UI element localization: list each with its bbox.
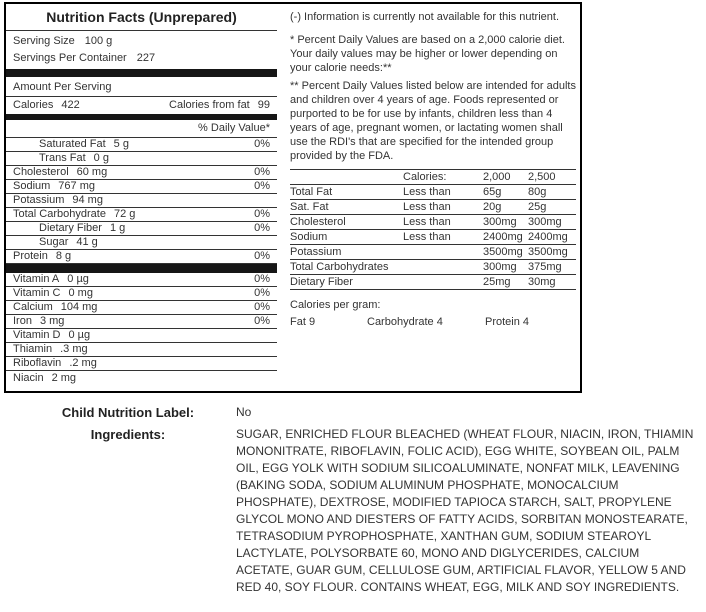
nutrient-amount: 8 g	[55, 250, 72, 262]
ingredients-row	[0, 426, 706, 596]
dv-qualifier-cell: Less than	[403, 216, 451, 228]
dv-nutrient-cell: Total Carbohydrates	[290, 261, 389, 273]
daily-values-row	[290, 185, 576, 200]
vitamin-amount: 0 µg	[68, 329, 91, 341]
vitamin-row	[6, 301, 277, 315]
vitamin-daily-value: 0%	[254, 315, 270, 327]
vitamin-name: Vitamin C	[13, 287, 61, 299]
child-nutrition-label: Child Nutrition Label:	[61, 405, 195, 420]
nutrient-name-group	[13, 194, 103, 207]
vitamin-name: Riboflavin	[13, 357, 62, 369]
nutrient-name-group	[13, 166, 107, 179]
calories-from-fat-label: Calories from fat	[169, 99, 250, 111]
nutrient-daily-value: 0%	[254, 222, 270, 234]
nutrient-name-group	[13, 208, 135, 221]
dv-2000-cell: 3500mg	[483, 246, 523, 258]
ingredients-label: Ingredients:	[90, 427, 166, 442]
nutrient-name: Saturated Fat	[39, 138, 106, 150]
nutrient-amount: 5 g	[113, 138, 129, 150]
servings-per-container-line	[6, 48, 277, 65]
dv-2500-cell: 80g	[528, 186, 547, 198]
vitamin-row	[6, 273, 277, 287]
vitamin-daily-value: 0%	[254, 287, 270, 299]
dv-2000-cell: 25mg	[483, 276, 511, 288]
vitamin-row	[6, 329, 277, 343]
header-2000-cell: 2,000	[483, 171, 511, 183]
calories-label: Calories	[13, 99, 54, 111]
nutrient-name-group	[13, 138, 129, 151]
dv-2500-cell: 375mg	[528, 261, 562, 273]
daily-values-row	[290, 230, 576, 245]
product-details	[0, 404, 706, 601]
nutrient-name: Trans Fat	[39, 152, 86, 164]
dv-qualifier-cell: Less than	[403, 231, 451, 243]
nutrient-daily-value: 0%	[254, 250, 270, 262]
amount-per-serving-label: Amount Per Serving	[6, 77, 277, 97]
vitamin-row	[6, 315, 277, 329]
vitamin-amount: .3 mg	[60, 343, 88, 355]
vitamin-name: Calcium	[13, 301, 53, 313]
nutrient-row	[6, 250, 277, 264]
nutrient-name-group	[13, 152, 109, 165]
nutrient-row	[6, 166, 277, 180]
vitamin-name: Thiamin	[13, 343, 53, 355]
nutrient-amount: 72 g	[113, 208, 136, 220]
nutrient-name: Total Carbohydrate	[13, 208, 106, 220]
serving-size-label: Serving Size	[13, 35, 75, 47]
nutrient-name: Potassium	[13, 194, 65, 206]
nutrient-row	[6, 194, 277, 208]
nutrient-amount: 0 g	[93, 152, 109, 164]
ingredients-value: SUGAR, ENRICHED FLOUR BLEACHED (WHEAT FLOUR, NIACIN, IRON, THIAMIN MONONITRATE, RIBOFLAVIN, FOLIC ACID), EGG WHITE, SOYBEAN OIL, PALM OIL, EGG YOLK WITH SODIUM SILICOALUMINATE, NONFAT MILK, LEAVENING (BAKING SODA, SODIUM ALUMINUM PHOSPHATE, MONOCALCIUM PHOSPHATE), DEXTROSE, MODIFIED TAPIOCA STARCH, SALT, PROPYLENE GLYCOL MONO AND DIESTERS OF FATTY ACIDS, SORBITAN MONOSTEARATE, TETRASODIUM PYROPHOSPHATE, XANTHAN GUM, SODIUM STEAROYL LACTYLATE, POLYSORBATE 60, MONO AND DIGLYCERIDES, CALCIUM ACETATE, GUAR GUM, CELLULOSE GUM, ARTIFICIAL FLAVOR, YELLOW 5 AND RED 40, SOY FLOUR. CONTAINS WHEAT, EGG, MILK AND SOY INGREDIENTS.	[236, 427, 694, 594]
vitamin-name-group	[13, 343, 88, 356]
vitamin-name: Vitamin D	[13, 329, 61, 341]
dv-2500-cell: 30mg	[528, 276, 556, 288]
vitamin-amount: .2 mg	[69, 357, 97, 369]
vitamin-row	[6, 343, 277, 357]
calories-per-gram-title: Calories per gram:	[290, 299, 381, 311]
calories-per-gram-item: Carbohydrate 4	[367, 316, 443, 328]
vitamin-row	[6, 371, 277, 385]
vitamin-name-group	[13, 287, 93, 300]
nutrient-daily-value: 0%	[254, 180, 270, 192]
vitamin-name-group	[13, 273, 89, 286]
serving-size-value: 100 g	[84, 35, 113, 47]
nutrient-name: Dietary Fiber	[39, 222, 102, 234]
nutrient-row	[6, 180, 277, 194]
nutrition-panel-box	[4, 2, 582, 393]
nutrient-daily-value: 0%	[254, 138, 270, 150]
vitamin-name-group	[13, 329, 90, 342]
dv-nutrient-cell: Dietary Fiber	[290, 276, 353, 288]
nutrient-amount: 94 mg	[72, 194, 103, 206]
vitamin-row	[6, 287, 277, 301]
vitamin-amount: 3 mg	[39, 315, 65, 327]
nutrition-facts-title: Nutrition Facts (Unprepared)	[6, 4, 277, 31]
vitamin-rows	[6, 273, 277, 385]
vitamin-daily-value: 0%	[254, 301, 270, 313]
servings-per-container-label: Servings Per Container	[13, 52, 127, 64]
nutrient-name-group	[13, 222, 125, 235]
separator-bar	[6, 264, 277, 273]
child-nutrition-row	[0, 404, 706, 421]
nutrient-name-group	[13, 236, 98, 249]
vitamin-amount: 0 mg	[68, 287, 93, 299]
calories-value: 422	[61, 99, 80, 111]
calories-row	[6, 97, 277, 114]
daily-values-row	[290, 260, 576, 275]
nutrient-row	[6, 222, 277, 236]
dv-2500-cell: 300mg	[528, 216, 562, 228]
dv-2500-cell: 2400mg	[528, 231, 568, 243]
vitamin-row	[6, 357, 277, 371]
dv-2000-cell: 65g	[483, 186, 502, 198]
vitamin-amount: 104 mg	[60, 301, 98, 313]
nutrient-daily-value: 0%	[254, 166, 270, 178]
footnotes-panel	[277, 4, 580, 391]
dv-2000-cell: 300mg	[483, 261, 517, 273]
nutrient-name: Cholesterol	[13, 166, 69, 178]
daily-values-row	[290, 275, 576, 290]
vitamin-name: Iron	[13, 315, 32, 327]
dv-nutrient-cell: Sat. Fat	[290, 201, 329, 213]
dv-nutrient-cell: Total Fat	[290, 186, 333, 198]
daily-values-table	[290, 169, 576, 290]
vitamin-name-group	[13, 372, 76, 385]
nutrient-rows	[6, 138, 277, 264]
vitamin-name: Vitamin A	[13, 273, 60, 285]
separator-bar	[6, 69, 277, 77]
dv-nutrient-cell: Sodium	[290, 231, 328, 243]
vitamin-name-group	[13, 357, 97, 370]
daily-values-row	[290, 245, 576, 260]
calories-per-gram-item: Protein 4	[485, 316, 530, 328]
nutrient-name-group	[13, 180, 95, 193]
daily-values-row	[290, 200, 576, 215]
nutrient-row	[6, 152, 277, 166]
calories-from-fat-group	[169, 99, 270, 112]
not-available-note: (-) Information is currently not available for this nutrient.	[290, 11, 560, 23]
nutrient-amount: 767 mg	[58, 180, 95, 192]
vitamin-name-group	[13, 315, 64, 328]
nutrient-name-group	[13, 250, 71, 263]
rdi-footnote: ** Percent Daily Values listed below are intended for adults and children over 4 years of age. Foods represented or purported to be for use by infants, children less than 4 years of age, pregnant women, or lactating women shall use the RDI's that are specified for the intended group provided by the FDA.	[290, 80, 576, 162]
nutrient-daily-value: 0%	[254, 208, 270, 220]
dv-nutrient-cell: Cholesterol	[290, 216, 346, 228]
nutrient-name: Protein	[13, 250, 48, 262]
header-calories-cell: Calories:	[403, 171, 447, 183]
nutrient-row	[6, 138, 277, 152]
calories-per-gram-row	[290, 315, 576, 329]
nutrient-amount: 41 g	[76, 236, 98, 248]
nutrient-name: Sodium	[13, 180, 51, 192]
daily-value-header: % Daily Value*	[6, 120, 277, 138]
calories-per-gram-item: Fat 9	[290, 316, 316, 328]
daily-value-footnote: * Percent Daily Values are based on a 2,000 calorie diet. Your daily values may be higher or lower depending on your calorie needs:**	[290, 34, 565, 74]
daily-values-row	[290, 215, 576, 230]
nutrient-row	[6, 208, 277, 222]
dv-2000-cell: 300mg	[483, 216, 517, 228]
dv-2500-cell: 3500mg	[528, 246, 568, 258]
calories-from-fat-value: 99	[257, 99, 270, 111]
nutrient-row	[6, 236, 277, 250]
dv-qualifier-cell: Less than	[403, 186, 451, 198]
serving-size-line	[6, 31, 277, 48]
nutrient-amount: 60 mg	[76, 166, 108, 178]
vitamin-name: Niacin	[13, 371, 44, 384]
vitamin-amount: 0 µg	[67, 273, 89, 285]
dv-2000-cell: 2400mg	[483, 231, 523, 243]
vitamin-amount: 2 mg	[51, 371, 77, 384]
dv-nutrient-cell: Potassium	[290, 246, 342, 258]
vitamin-name-group	[13, 301, 97, 314]
nutrient-name: Sugar	[39, 236, 69, 248]
nutrient-amount: 1 g	[109, 222, 126, 234]
header-2500-cell: 2,500	[528, 171, 556, 183]
calories-group	[13, 99, 80, 112]
dv-2500-cell: 25g	[528, 201, 547, 213]
dv-2000-cell: 20g	[483, 201, 502, 213]
vitamin-daily-value: 0%	[254, 273, 270, 285]
child-nutrition-value: No	[236, 405, 252, 419]
daily-values-header-row	[290, 170, 576, 185]
dv-qualifier-cell: Less than	[403, 201, 451, 213]
servings-per-container-value: 227	[136, 52, 156, 64]
nutrition-facts-label	[6, 4, 277, 391]
